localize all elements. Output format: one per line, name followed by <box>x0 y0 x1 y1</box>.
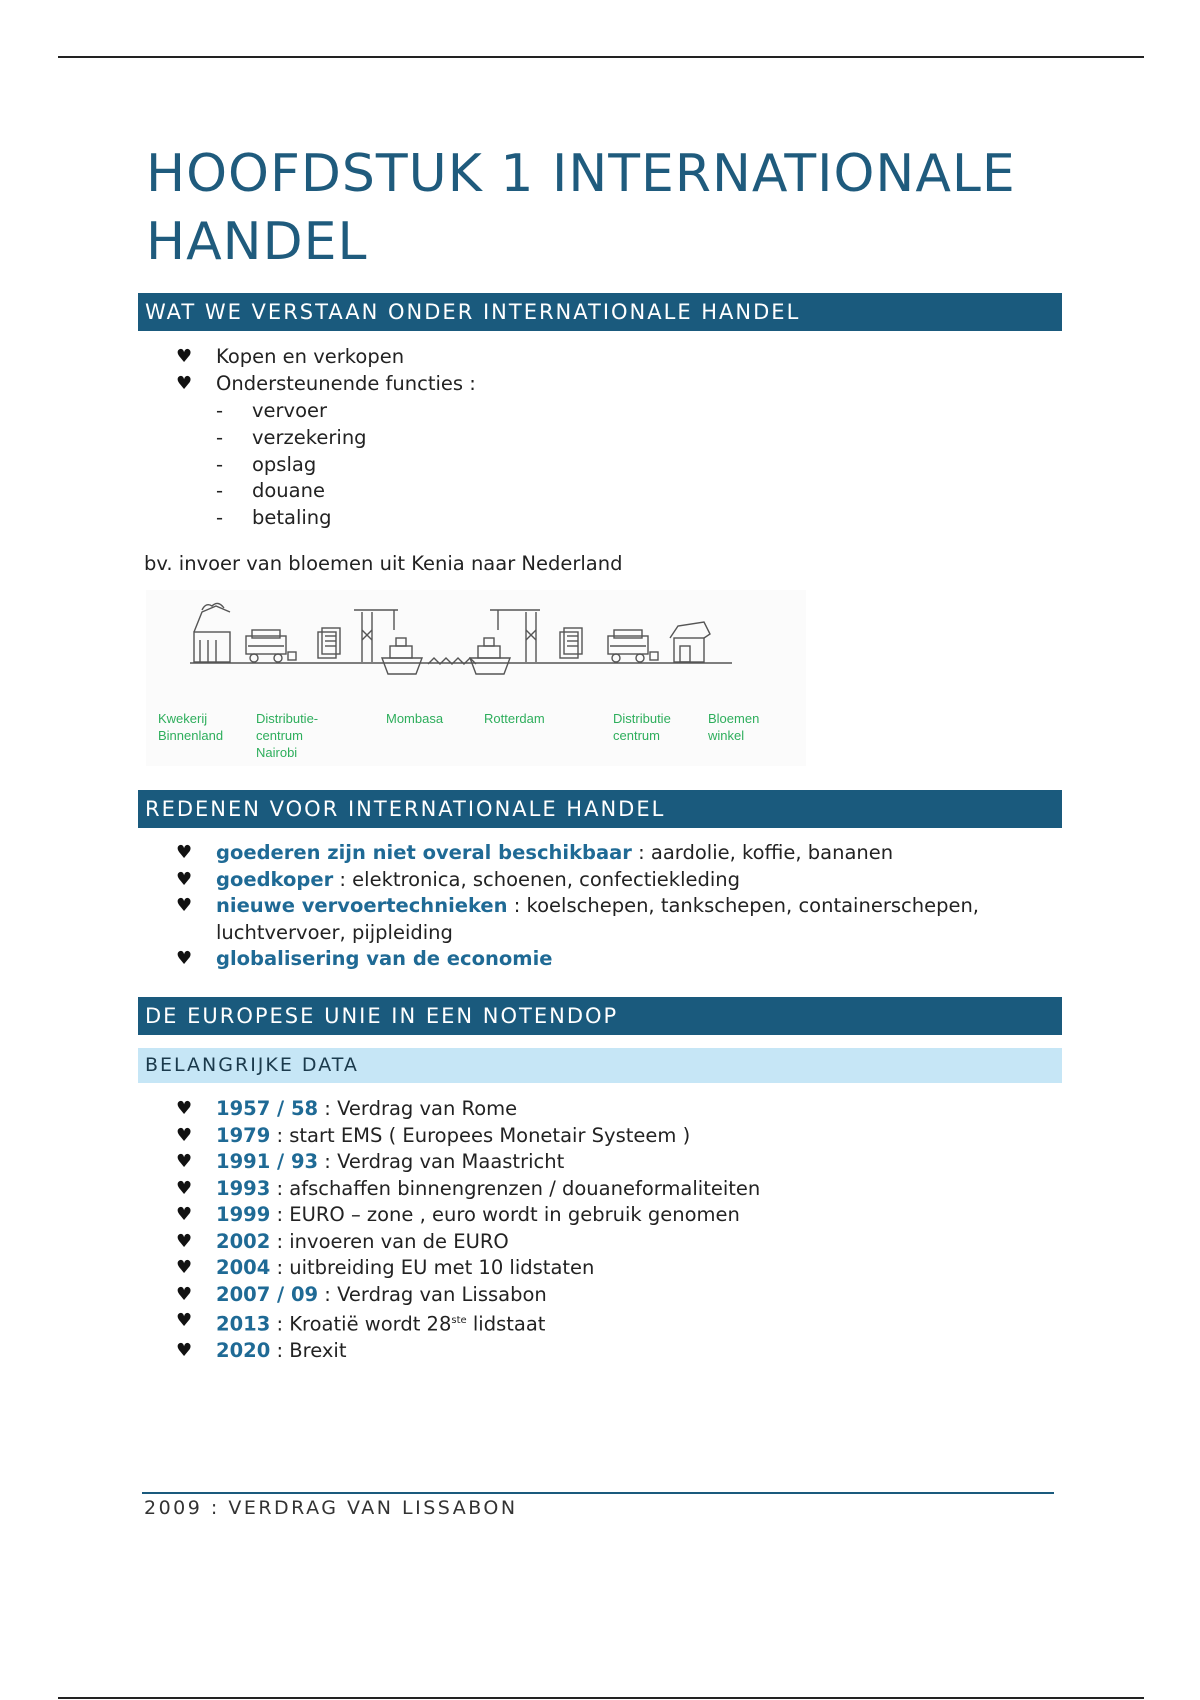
figure-label: Distributie centrum <box>613 711 671 743</box>
truck-icon <box>608 630 658 662</box>
section1-list <box>176 344 476 397</box>
list-item: ♥ globalisering van de economie <box>176 946 1036 973</box>
dates-list <box>176 1096 760 1365</box>
crane-icon <box>490 610 540 662</box>
list-item: ♥ 1991 / 93 : Verdrag van Maastricht <box>176 1149 760 1176</box>
heart-bullet-icon: ♥ <box>176 842 193 863</box>
list-item: ♥ 2007 / 09 : Verdrag van Lissabon <box>176 1282 760 1309</box>
heart-bullet-icon: ♥ <box>176 372 193 394</box>
heart-bullet-icon: ♥ <box>176 1151 193 1172</box>
list-item: ♥ 1957 / 58 : Verdrag van Rome <box>176 1096 760 1123</box>
list-item: - douane <box>214 478 367 505</box>
footer-rule <box>142 1492 1054 1494</box>
list-item: ♥ Kopen en verkopen <box>176 344 476 371</box>
section-heading-international-trade: WAT WE VERSTAAN ONDER INTERNATIONALE HANDEL <box>138 293 1062 331</box>
list-item: ♥ 1979 : start EMS ( Europees Monetair Systeem ) <box>176 1123 760 1150</box>
list-item: - opslag <box>214 452 367 479</box>
heart-bullet-icon: ♥ <box>176 1098 193 1119</box>
heart-bullet-icon: ♥ <box>176 868 193 890</box>
documents-icon <box>318 628 340 658</box>
dash-bullet: - <box>216 425 224 449</box>
section-heading-eu: DE EUROPESE UNIE IN EEN NOTENDOP <box>138 997 1062 1035</box>
list-item: ♥ 1999 : EURO – zone , euro wordt in gebruik genomen <box>176 1202 760 1229</box>
list-item: ♥ 1993 : afschaffen binnengrenzen / douaneformaliteiten <box>176 1176 760 1203</box>
heart-bullet-icon: ♥ <box>176 1124 193 1146</box>
dash-bullet: - <box>216 479 224 503</box>
heart-bullet-icon: ♥ <box>176 1283 193 1305</box>
truck-icon <box>246 630 296 662</box>
list-item: - vervoer <box>214 398 367 425</box>
heart-bullet-icon: ♥ <box>176 1230 193 1252</box>
list-item: ♥ 2002 : invoeren van de EURO <box>176 1229 760 1256</box>
ship-icon <box>382 638 422 674</box>
heart-bullet-icon: ♥ <box>176 346 193 367</box>
heart-bullet-icon: ♥ <box>176 1204 193 1225</box>
list-item: ♥ 2013 : Kroatië wordt 28ste lidstaat <box>176 1310 546 1336</box>
section-heading-reasons: REDENEN VOOR INTERNATIONALE HANDEL <box>138 790 1062 828</box>
list-item: ♥ Ondersteunende functies : <box>176 371 476 398</box>
list-item: ♥ nieuwe vervoertechnieken : koelschepen, tankschepen, containerschepen, luchtvervoer, pijpleiding <box>176 894 980 944</box>
heart-bullet-icon: ♥ <box>176 1257 193 1278</box>
example-text: bv. invoer van bloemen uit Kenia naar Nederland <box>144 552 623 575</box>
list-item: ♥ 2020 : Brexit <box>176 1338 760 1365</box>
footer-heading: 2009 : VERDRAG VAN LISSABON <box>144 1497 518 1519</box>
bottom-rule <box>58 1697 1144 1699</box>
figure-label: Kwekerij Binnenland <box>158 711 224 743</box>
crane-icon <box>354 610 398 662</box>
heart-bullet-icon: ♥ <box>176 1310 193 1331</box>
list-item: ♥ goedkoper : elektronica, schoenen, confectiekleding <box>176 867 1036 894</box>
figure-label: Distributie- centrum Nairobi <box>256 711 319 760</box>
support-functions-list <box>214 398 367 532</box>
top-rule <box>58 56 1144 58</box>
heart-bullet-icon: ♥ <box>176 895 193 916</box>
ship-icon <box>470 638 510 674</box>
list-item: ♥ goederen zijn niet overal beschikbaar : aardolie, koffie, bananen <box>176 840 1036 867</box>
page-title: HOOFDSTUK 1 INTERNATIONALE HANDEL <box>146 144 1016 272</box>
documents-icon <box>560 628 582 658</box>
list-item: - betaling <box>214 505 367 532</box>
reasons-list <box>176 840 1036 973</box>
list-item: - verzekering <box>214 425 367 452</box>
dash-bullet: - <box>216 399 224 422</box>
figure-label: Bloemen winkel <box>708 711 760 743</box>
supply-chain-illustration <box>146 590 806 710</box>
subheading-important-dates: BELANGRIJKE DATA <box>138 1048 1062 1083</box>
figure-label: Rotterdam <box>484 711 545 726</box>
heart-bullet-icon: ♥ <box>176 1340 193 1361</box>
supply-chain-figure <box>146 590 806 766</box>
dash-bullet: - <box>216 506 224 530</box>
heart-bullet-icon: ♥ <box>176 1177 193 1199</box>
dash-bullet: - <box>216 452 224 476</box>
figure-label: Mombasa <box>386 711 444 726</box>
heart-bullet-icon: ♥ <box>176 948 193 969</box>
list-item: ♥ 2004 : uitbreiding EU met 10 lidstaten <box>176 1255 760 1282</box>
greenhouse-icon <box>194 603 230 662</box>
shop-icon <box>670 622 710 662</box>
